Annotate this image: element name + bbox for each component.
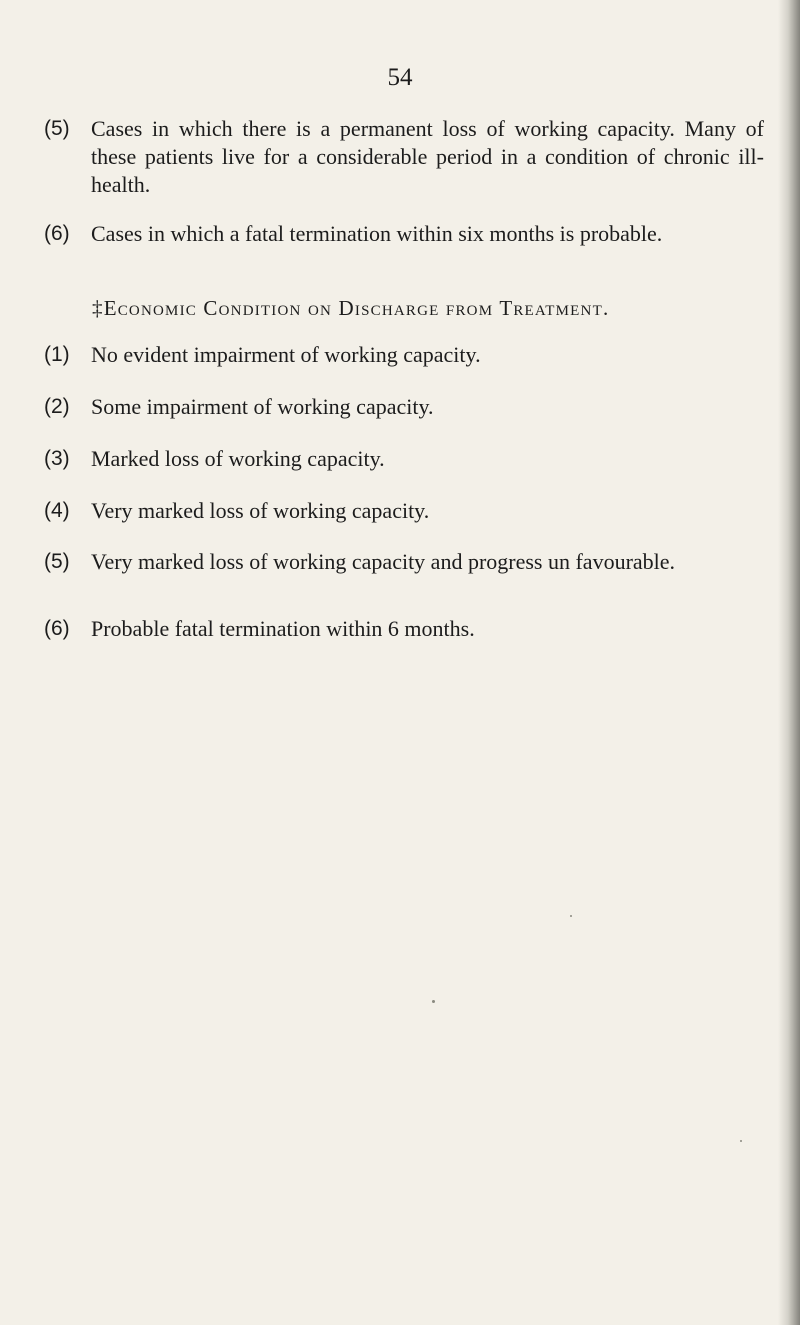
item-text: Very marked loss of working capacity.: [91, 498, 430, 523]
item-text: Some impairment of working capacity.: [91, 394, 434, 419]
economic-item-6: [44, 615, 764, 643]
item-number: (6): [44, 222, 70, 245]
item-text: Cases in which there is a permanent loss of working capacity. Many of these patients live for a considerable period in a condition of chronic ill-health.: [91, 116, 764, 197]
item-text: Marked loss of working capacity.: [91, 446, 385, 471]
economic-item-4: [44, 497, 764, 525]
economic-item-1: [44, 341, 764, 369]
item-number: (5): [44, 117, 70, 140]
item-number: (6): [44, 617, 70, 640]
item-number: (2): [44, 395, 70, 418]
severity-item-6: [44, 220, 764, 248]
item-text: No evident impairment of working capacity.: [91, 342, 481, 367]
item-number: (4): [44, 499, 70, 522]
item-text: Very marked loss of working capacity and progress un favourable.: [91, 549, 676, 574]
section-heading: ‡Economic Condition on Discharge from Treatment.: [92, 296, 610, 320]
paper-speck: [740, 1140, 742, 1142]
economic-item-3: [44, 445, 764, 473]
item-text: Probable fatal termination within 6 months.: [91, 616, 475, 641]
paper-speck: [432, 1000, 435, 1003]
item-number: (5): [44, 550, 70, 573]
item-number: (3): [44, 447, 70, 470]
page-number: 54: [387, 64, 413, 91]
paper-speck: [570, 915, 572, 917]
economic-item-5: [44, 548, 764, 576]
item-number: (1): [44, 343, 70, 366]
page-edge-shadow: [778, 0, 800, 1325]
severity-item-5: [44, 115, 764, 199]
economic-item-2: [44, 393, 764, 421]
item-text: Cases in which a fatal termination within six months is probable.: [91, 221, 663, 246]
